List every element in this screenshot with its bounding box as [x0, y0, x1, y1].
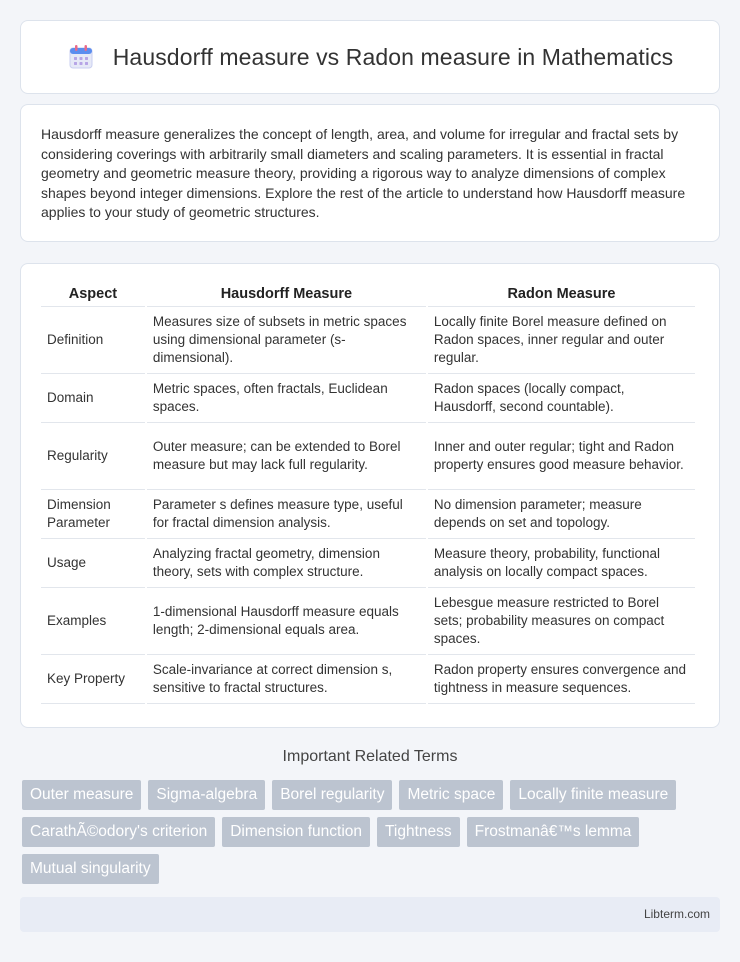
tag-mutual-singularity[interactable]: Mutual singularity	[22, 854, 159, 884]
tag-frostman-lemma[interactable]: Frostmanâ€™s lemma	[467, 817, 640, 847]
row-aspect: Domain	[41, 374, 145, 423]
row-hausdorff: Analyzing fractal geometry, dimension theory, sets with complex structure.	[147, 539, 426, 588]
intro-paragraph: Hausdorff measure generalizes the concept of length, area, and volume for irregular and fractal sets by considering coverings with arbitrarily small diameters and scaling parameters. It is essential in fractal geometry and geometric measure theory, providing a rigorous way to analyze dimensions of complex shapes beyond integer dimensions. Explore the rest of the article to understand how Hausdorff measure applies to your study of geometric structures.	[41, 126, 686, 220]
header-card	[20, 20, 720, 94]
row-hausdorff: 1-dimensional Hausdorff measure equals length; 2-dimensional equals area.	[147, 588, 426, 655]
header	[67, 43, 674, 71]
footer-site-link[interactable]: Libterm.com	[643, 907, 710, 921]
table-row	[41, 539, 695, 588]
row-hausdorff: Scale-invariance at correct dimension s, sensitive to fractal structures.	[147, 655, 426, 704]
tag-locally-finite-measure[interactable]: Locally finite measure	[510, 780, 676, 810]
intro-card	[20, 104, 720, 242]
table-header-row	[41, 281, 695, 307]
comparison-table	[39, 281, 697, 704]
tag-dimension-function[interactable]: Dimension function	[222, 817, 370, 847]
related-terms-tags	[22, 780, 722, 884]
row-aspect: Examples	[41, 588, 145, 655]
tag-sigma-algebra[interactable]: Sigma-algebra	[148, 780, 265, 810]
table-row	[41, 490, 695, 539]
row-aspect: Usage	[41, 539, 145, 588]
row-aspect: Key Property	[41, 655, 145, 704]
row-radon: Locally finite Borel measure defined on Radon spaces, inner regular and outer regular.	[428, 307, 695, 374]
related-terms-title: Important Related Terms	[282, 748, 458, 765]
header-radon: Radon Measure	[428, 281, 695, 307]
related-terms-section	[0, 748, 740, 766]
table-row	[41, 374, 695, 423]
row-aspect: Definition	[41, 307, 145, 374]
table-row	[41, 423, 695, 490]
row-hausdorff: Metric spaces, often fractals, Euclidean spaces.	[147, 374, 426, 423]
page-title: Hausdorff measure vs Radon measure in Mathematics	[112, 43, 674, 70]
tag-metric-space[interactable]: Metric space	[399, 780, 503, 810]
tag-outer-measure[interactable]: Outer measure	[22, 780, 141, 810]
table-row	[41, 307, 695, 374]
table-row	[41, 655, 695, 704]
comparison-table-card	[20, 263, 720, 728]
calendar-icon	[67, 43, 95, 71]
tag-borel-regularity[interactable]: Borel regularity	[272, 780, 392, 810]
header-aspect: Aspect	[41, 281, 145, 307]
row-hausdorff: Outer measure; can be extended to Borel measure but may lack full regularity.	[147, 423, 426, 490]
row-radon: Inner and outer regular; tight and Radon property ensures good measure behavior.	[428, 423, 695, 490]
row-aspect: Regularity	[41, 423, 145, 490]
row-radon: Radon property ensures convergence and tightness in measure sequences.	[428, 655, 695, 704]
row-radon: Radon spaces (locally compact, Hausdorff, second countable).	[428, 374, 695, 423]
tag-tightness[interactable]: Tightness	[377, 817, 460, 847]
row-radon: No dimension parameter; measure depends on set and topology.	[428, 490, 695, 539]
row-hausdorff: Measures size of subsets in metric spaces using dimensional parameter (s-dimensional).	[147, 307, 426, 374]
row-aspect: Dimension Parameter	[41, 490, 145, 539]
footer	[20, 897, 720, 932]
tag-caratheodory-criterion[interactable]: CarathÃ©odory's criterion	[22, 817, 215, 847]
row-radon: Measure theory, probability, functional analysis on locally compact spaces.	[428, 539, 695, 588]
header-hausdorff: Hausdorff Measure	[147, 281, 426, 307]
row-radon: Lebesgue measure restricted to Borel sets; probability measures on compact spaces.	[428, 588, 695, 655]
table-row	[41, 588, 695, 655]
row-hausdorff: Parameter s defines measure type, useful for fractal dimension analysis.	[147, 490, 426, 539]
